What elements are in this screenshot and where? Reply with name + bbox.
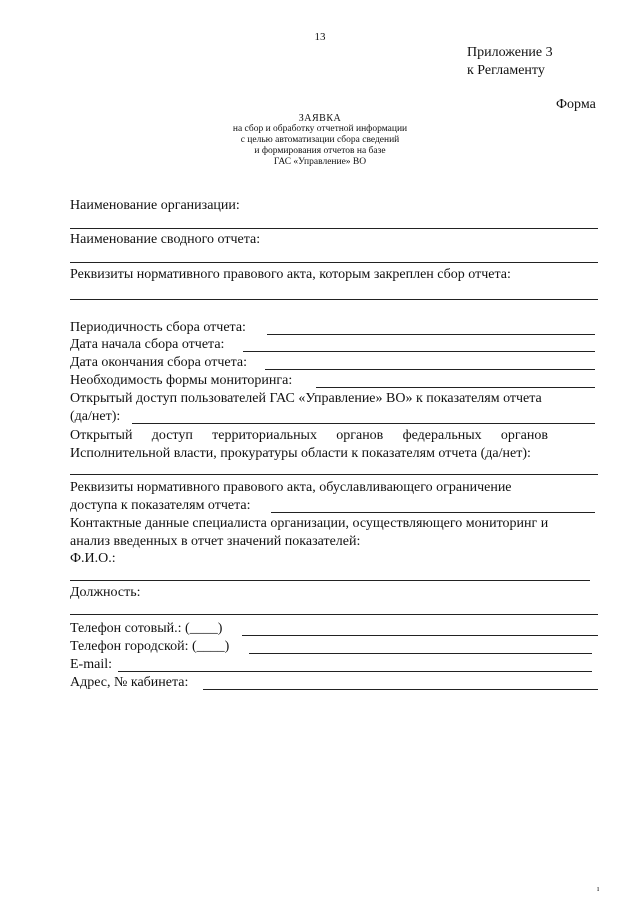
open-access-label-1: Открытый доступ пользователей ГАС «Управление» ВО» к показателям отчета xyxy=(70,391,542,406)
page-number: 13 xyxy=(314,31,326,43)
periodicity-line[interactable] xyxy=(267,334,595,335)
legal-act-line[interactable] xyxy=(70,299,598,300)
territorial-word: территориальных xyxy=(212,428,317,443)
territorial-word: органов xyxy=(336,428,384,443)
phone-city-label: Телефон городской: (____) xyxy=(70,639,230,654)
restriction-label-2: доступа к показателям отчета: xyxy=(70,498,251,513)
report-name-line[interactable] xyxy=(70,262,598,263)
territorial-access-line[interactable] xyxy=(70,474,598,475)
appendix-line-1: Приложение 3 xyxy=(467,45,553,60)
territorial-access-line-1 xyxy=(70,428,548,444)
report-name-label: Наименование сводного отчета: xyxy=(70,232,261,247)
end-date-line[interactable] xyxy=(265,369,595,370)
territorial-word: органов xyxy=(500,428,548,443)
form-label: Форма xyxy=(556,97,596,112)
position-line[interactable] xyxy=(70,614,598,615)
corner-mark: ı xyxy=(597,884,600,893)
email-line[interactable] xyxy=(118,671,592,672)
title-main: ЗАЯВКА xyxy=(298,113,342,124)
territorial-access-label-2: Исполнительной власти, прокуратуры области к показателям отчета (да/нет): xyxy=(70,446,531,461)
periodicity-label: Периодичность сбора отчета: xyxy=(70,320,246,335)
phone-mobile-line[interactable] xyxy=(242,635,598,636)
org-name-label: Наименование организации: xyxy=(70,198,240,213)
fio-line[interactable] xyxy=(70,580,590,581)
fio-label: Ф.И.О.: xyxy=(70,551,116,566)
contact-label-2: анализ введенных в отчет значений показателей: xyxy=(70,534,361,549)
open-access-line[interactable] xyxy=(132,423,595,424)
end-date-label: Дата окончания сбора отчета: xyxy=(70,355,247,370)
start-date-line[interactable] xyxy=(243,351,595,352)
phone-mobile-label: Телефон сотовый.: (____) xyxy=(70,621,223,636)
monitoring-form-line[interactable] xyxy=(316,387,595,388)
restriction-label-1: Реквизиты нормативного правового акта, обуславливающего ограничение xyxy=(70,480,512,495)
address-line[interactable] xyxy=(203,689,598,690)
contact-label-1: Контактные данные специалиста организации, осуществляющего мониторинг и xyxy=(70,516,549,531)
title-line-2: с целью автоматизации сбора сведений xyxy=(240,135,400,145)
title-line-1: на сбор и обработку отчетной информации xyxy=(232,124,408,134)
address-label: Адрес, № кабинета: xyxy=(70,675,189,690)
start-date-label: Дата начала сбора отчета: xyxy=(70,337,225,352)
monitoring-form-label: Необходимость формы мониторинга: xyxy=(70,373,293,388)
title-line-3: и формирования отчетов на базе xyxy=(254,146,386,156)
territorial-word: Открытый xyxy=(70,428,133,443)
territorial-word: федеральных xyxy=(402,428,482,443)
territorial-word: доступ xyxy=(151,428,193,443)
open-access-label-2: (да/нет): xyxy=(70,409,121,424)
phone-city-line[interactable] xyxy=(249,653,592,654)
title-block xyxy=(0,113,640,168)
position-label: Должность: xyxy=(70,585,141,600)
appendix-block xyxy=(467,44,553,80)
title-line-4: ГАС «Управление» ВО xyxy=(273,157,367,167)
restriction-line[interactable] xyxy=(271,512,595,513)
email-label: E-mail: xyxy=(70,657,112,672)
appendix-line-2: к Регламенту xyxy=(467,63,545,78)
org-name-line[interactable] xyxy=(70,228,598,229)
legal-act-label: Реквизиты нормативного правового акта, которым закреплен сбор отчета: xyxy=(70,267,511,282)
